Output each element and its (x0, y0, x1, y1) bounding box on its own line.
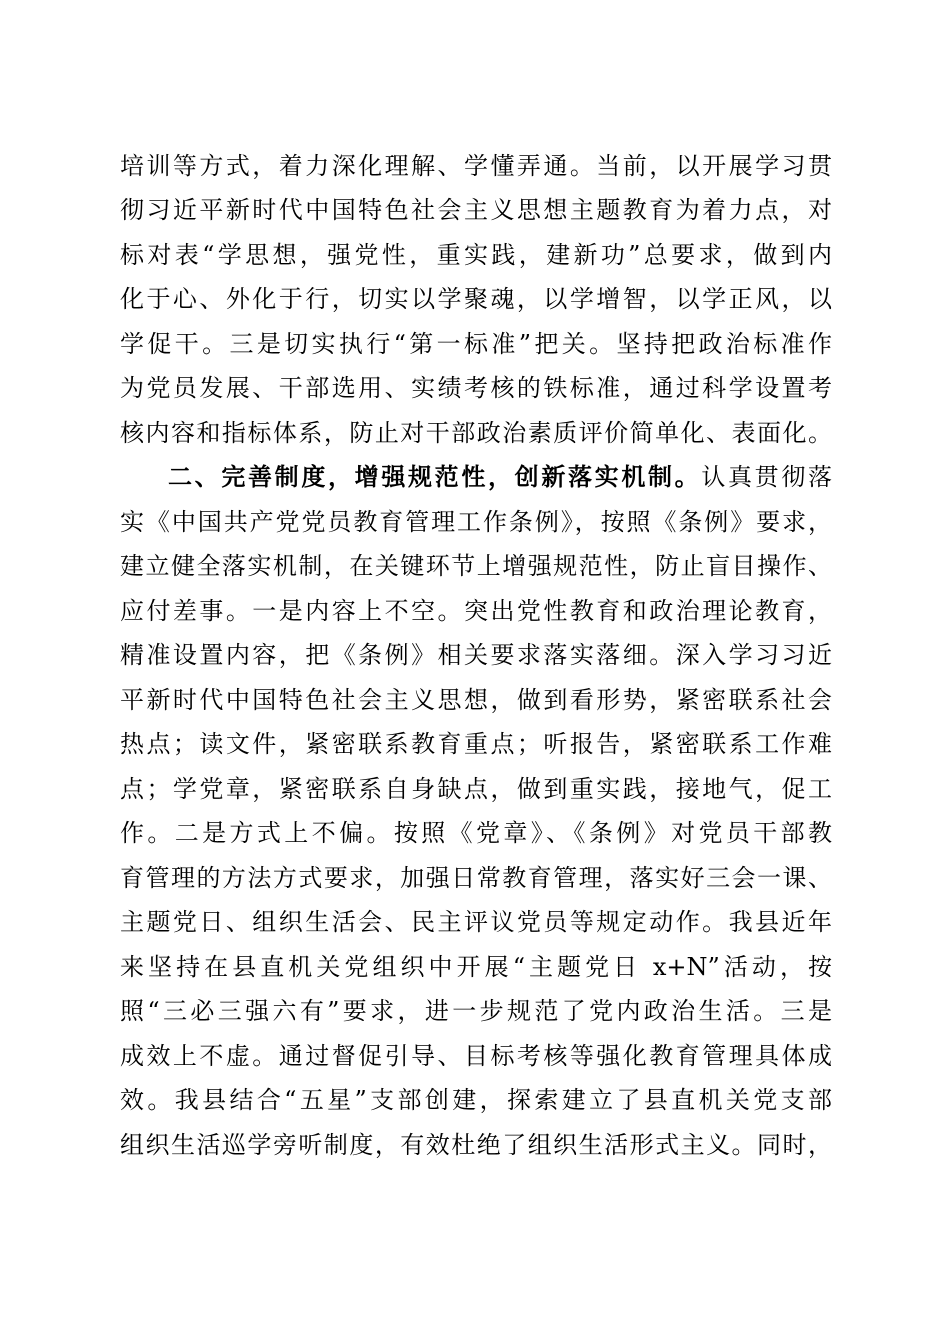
text-line: 成效上不虚。通过督促引导、目标考核等强化教育管理具体成 (120, 1042, 832, 1070)
text-line: 主题党日、组织生活会、民主评议党员等规定动作。我县近年 (120, 908, 832, 936)
text-line: 作。二是方式上不偏。按照《党章》、《条例》对党员干部教 (120, 819, 832, 847)
text-line: 核内容和指标体系，防止对干部政治素质评价简单化、表面化。 (120, 419, 832, 447)
text-line: 标对表“学思想，强党性，重实践，建新功”总要求，做到内 (120, 241, 832, 269)
section-heading-tail: 认真贯彻落 (701, 463, 833, 491)
section-heading: 二、完善制度，增强规范性，创新落实机制。 (168, 463, 702, 491)
text-line: 热点；读文件，紧密联系教育重点；听报告，紧密联系工作难 (120, 730, 832, 758)
section-heading-line (168, 457, 832, 497)
text-line: 精准设置内容，把《条例》相关要求落实落细。深入学习习近 (120, 641, 832, 669)
text-line: 建立健全落实机制，在关键环节上增强规范性，防止盲目操作、 (120, 552, 832, 580)
text-line: 点；学党章，紧密联系自身缺点，做到重实践，接地气，促工 (120, 775, 832, 803)
text-line: 来坚持在县直机关党组织中开展“主题党日 x+N”活动，按 (120, 953, 832, 981)
text-line: 化于心、外化于行，切实以学聚魂，以学增智，以学正风，以 (120, 285, 832, 313)
text-line: 为党员发展、干部选用、实绩考核的铁标准，通过科学设置考 (120, 374, 832, 402)
text-line: 培训等方式，着力深化理解、学懂弄通。当前，以开展学习贯 (120, 152, 832, 180)
text-line: 实《中国共产党党员教育管理工作条例》，按照《条例》要求， (120, 508, 832, 536)
text-line: 彻习近平新时代中国特色社会主义思想主题教育为着力点，对 (120, 196, 832, 224)
text-line: 照“三必三强六有”要求，进一步规范了党内政治生活。三是 (120, 997, 832, 1025)
text-line: 平新时代中国特色社会主义思想，做到看形势，紧密联系社会 (120, 686, 832, 714)
text-line: 应付差事。一是内容上不空。突出党性教育和政治理论教育， (120, 597, 832, 625)
text-line: 效。我县结合“五星”支部创建，探索建立了县直机关党支部 (120, 1086, 832, 1114)
text-line: 育管理的方法方式要求，加强日常教育管理，落实好三会一课、 (120, 864, 832, 892)
text-line: 组织生活巡学旁听制度，有效杜绝了组织生活形式主义。同时， (120, 1131, 832, 1159)
text-line: 学促干。三是切实执行“第一标准”把关。坚持把政治标准作 (120, 330, 832, 358)
